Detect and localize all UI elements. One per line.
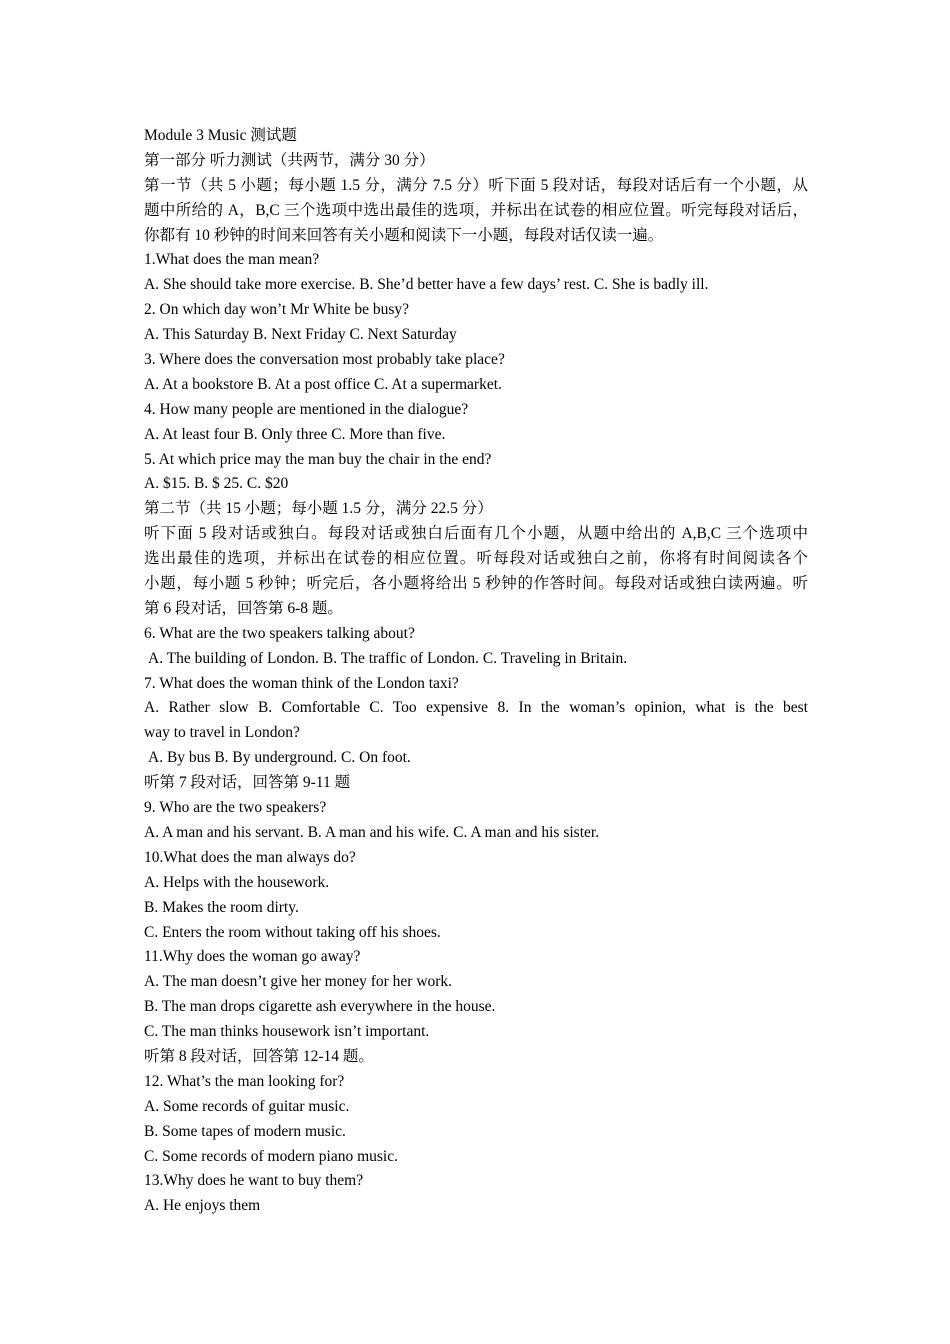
document-title: Module 3 Music 测试题 [144,127,297,144]
question-13-option-a: A. He enjoys them [144,1197,261,1215]
section1-instructions-line: 题中所给的 A，B,C 三个选项中选出最佳的选项，并标出在试卷的相应位置。听完每段对话后， [144,201,808,219]
question-13: 13.Why does he want to buy them? [144,1172,364,1190]
question-4-options: A. At least four B. Only three C. More than five. [144,425,446,443]
question-7: 7. What does the woman think of the London taxi? [144,674,459,692]
question-11-option-c: C. The man thinks housework isn’t important. [144,1023,430,1041]
section2-instructions-line: 小题，每小题 5 秒钟；听完后，各小题将给出 5 秒钟的作答时间。每段对话或独白读两遍。听 [144,575,808,593]
question-6-options: A. The building of London. B. The traffic of London. C. Traveling in Britain. [148,649,628,667]
section2-instructions-line: 听下面 5 段对话或独白。每段对话或独白后面有几个小题，从题中给出的 A,B,C 三个选项中 [144,525,808,543]
section1-instructions-line: 你都有 10 秒钟的时间来回答有关小题和阅读下一小题，每段对话仅读一遍。 [144,226,664,244]
section2-heading: 第二节（共 15 小题；每小题 1.5 分，满分 22.5 分） [144,500,493,518]
question-9-options: A. A man and his servant. B. A man and his wife. C. A man and his sister. [144,823,600,841]
question-10-option-b: B. Makes the room dirty. [144,898,299,916]
section2-instructions-line: 选出最佳的选项，并标出在试卷的相应位置。听每段对话或独白之前，你将有时间阅读各个 [144,550,808,568]
document-page [144,124,808,1219]
question-3-options: A. At a bookstore B. At a post office C. At a supermarket. [144,375,502,393]
question-10-option-a: A. Helps with the housework. [144,873,330,891]
question-10: 10.What does the man always do? [144,848,356,866]
question-12-option-c: C. Some records of modern piano music. [144,1147,398,1165]
question-8-text: way to travel in London? [144,724,300,742]
question-7-options: A. Rather slow B. Comfortable C. Too expensive 8. In the woman’s opinion, what is the best [144,699,808,717]
question-12-option-b: B. Some tapes of modern music. [144,1122,346,1140]
dialogue-7-heading: 听第 7 段对话，回答第 9-11 题 [144,774,351,792]
question-4: 4. How many people are mentioned in the dialogue? [144,400,469,418]
question-11: 11.Why does the woman go away? [144,948,361,966]
question-6: 6. What are the two speakers talking about? [144,624,415,642]
question-9: 9. Who are the two speakers? [144,799,327,817]
question-3: 3. Where does the conversation most probably take place? [144,351,505,369]
question-11-option-a: A. The man doesn’t give her money for her work. [144,973,453,991]
question-12: 12. What’s the man looking for? [144,1072,345,1090]
section2-instructions-line: 第 6 段对话，回答第 6-8 题。 [144,599,343,617]
question-10-option-c: C. Enters the room without taking off his shoes. [144,923,441,941]
question-1-options: A. She should take more exercise. B. She’d better have a few days’ rest. C. She is badly ill. [144,276,709,294]
question-11-option-b: B. The man drops cigarette ash everywhere in the house. [144,998,496,1016]
question-2: 2. On which day won’t Mr White be busy? [144,301,410,319]
dialogue-8-heading: 听第 8 段对话，回答第 12-14 题。 [144,1047,374,1065]
question-1: 1.What does the man mean? [144,251,320,269]
section1-instructions-line: 第一节（共 5 小题；每小题 1.5 分，满分 7.5 分）听下面 5 段对话，每段对话后有一个小题，从 [144,176,808,194]
question-5: 5. At which price may the man buy the chair in the end? [144,450,492,468]
question-5-options: A. $15. B. $ 25. C. $20 [144,475,289,493]
part1-heading: 第一部分 听力测试（共两节，满分 30 分） [144,151,435,169]
question-2-options: A. This Saturday B. Next Friday C. Next Saturday [144,326,457,344]
question-8-options: A. By bus B. By underground. C. On foot. [148,749,411,767]
question-12-option-a: A. Some records of guitar music. [144,1097,350,1115]
